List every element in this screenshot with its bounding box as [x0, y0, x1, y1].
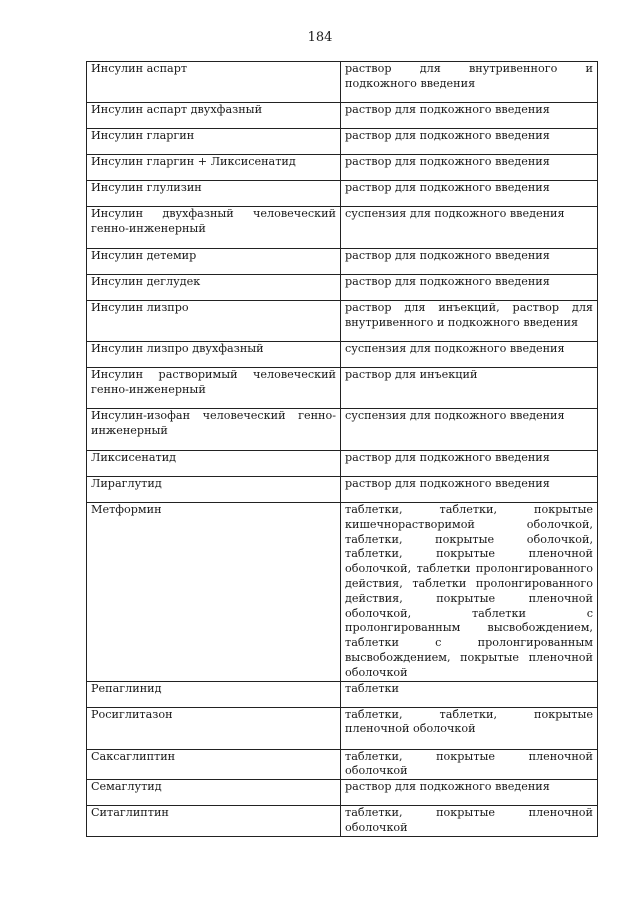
table-row — [87, 681, 598, 707]
page-number: 184 — [307, 30, 333, 45]
dosage-form-cell: раствор для подкожного введения — [341, 477, 598, 503]
dosage-form-cell: раствор для подкожного введения — [341, 249, 598, 275]
table-row — [87, 129, 598, 155]
drug-name-cell: Репаглинид — [87, 681, 341, 707]
table-row — [87, 301, 598, 342]
dosage-form-cell: суспензия для подкожного введения — [341, 409, 598, 451]
table-row — [87, 477, 598, 503]
table-row — [87, 451, 598, 477]
table-row — [87, 62, 598, 103]
table-row — [87, 749, 598, 780]
table-row — [87, 249, 598, 275]
drug-table — [86, 61, 598, 837]
table-row — [87, 780, 598, 806]
drug-name-cell: Инсулин гларгин + Ликсисенатид — [87, 155, 341, 181]
dosage-form-cell: раствор для подкожного введения — [341, 181, 598, 207]
table-row — [87, 103, 598, 129]
dosage-form-cell: таблетки, покрытые пленочной оболочкой — [341, 806, 598, 837]
drug-name-cell: Лираглутид — [87, 477, 341, 503]
drug-name-cell: Инсулин гларгин — [87, 129, 341, 155]
drug-name-cell: Росиглитазон — [87, 707, 341, 749]
table-row — [87, 207, 598, 249]
drug-name-cell: Инсулин детемир — [87, 249, 341, 275]
drug-name-cell: Инсулин аспарт — [87, 62, 341, 103]
dosage-form-cell: раствор для внутривенного и подкожного введения — [341, 62, 598, 103]
dosage-form-cell: раствор для подкожного введения — [341, 103, 598, 129]
dosage-form-cell: раствор для подкожного введения — [341, 129, 598, 155]
drug-name-cell: Инсулин лизпро двухфазный — [87, 342, 341, 368]
drug-name-cell: Инсулин растворимый человеческий генно-инженерный — [87, 368, 341, 409]
dosage-form-cell: суспензия для подкожного введения — [341, 207, 598, 249]
drug-name-cell: Семаглутид — [87, 780, 341, 806]
dosage-form-cell: раствор для инъекций, раствор для внутривенного и подкожного введения — [341, 301, 598, 342]
dosage-form-cell: суспензия для подкожного введения — [341, 342, 598, 368]
dosage-form-cell: раствор для подкожного введения — [341, 451, 598, 477]
table-row — [87, 806, 598, 837]
table-row — [87, 342, 598, 368]
dosage-form-cell: таблетки, таблетки, покрытые пленочной оболочкой — [341, 707, 598, 749]
table-row — [87, 155, 598, 181]
table-row — [87, 503, 598, 682]
dosage-form-cell: раствор для инъекций — [341, 368, 598, 409]
table-row — [87, 409, 598, 451]
drug-name-cell: Саксаглиптин — [87, 749, 341, 780]
table-row — [87, 275, 598, 301]
drug-name-cell: Инсулин двухфазный человеческий генно-инженерный — [87, 207, 341, 249]
drug-name-cell: Метформин — [87, 503, 341, 682]
dosage-form-cell: таблетки, покрытые пленочной оболочкой — [341, 749, 598, 780]
drug-name-cell: Инсулин лизпро — [87, 301, 341, 342]
drug-name-cell: Ликсисенатид — [87, 451, 341, 477]
dosage-form-cell: раствор для подкожного введения — [341, 155, 598, 181]
dosage-form-cell: раствор для подкожного введения — [341, 275, 598, 301]
drug-name-cell: Инсулин деглудек — [87, 275, 341, 301]
table-row — [87, 181, 598, 207]
drug-name-cell: Инсулин-изофан человеческий генно-инженерный — [87, 409, 341, 451]
drug-name-cell: Ситаглиптин — [87, 806, 341, 837]
dosage-form-cell: раствор для подкожного введения — [341, 780, 598, 806]
table-row — [87, 368, 598, 409]
drug-name-cell: Инсулин аспарт двухфазный — [87, 103, 341, 129]
table-row — [87, 707, 598, 749]
drug-name-cell: Инсулин глулизин — [87, 181, 341, 207]
dosage-form-cell: таблетки, таблетки, покрытые кишечнорастворимой оболочкой, таблетки, покрытые оболочкой, таблетки, покрытые пленочной оболочкой, таблетки пролонгированного действия, таблетки пролонгированного действия, покрытые пленочной оболочкой, таблетки с пролонгированным высвобождением, таблетки с пролонгированным высвобождением, покрытые пленочной оболочкой — [341, 503, 598, 682]
dosage-form-cell: таблетки — [341, 681, 598, 707]
